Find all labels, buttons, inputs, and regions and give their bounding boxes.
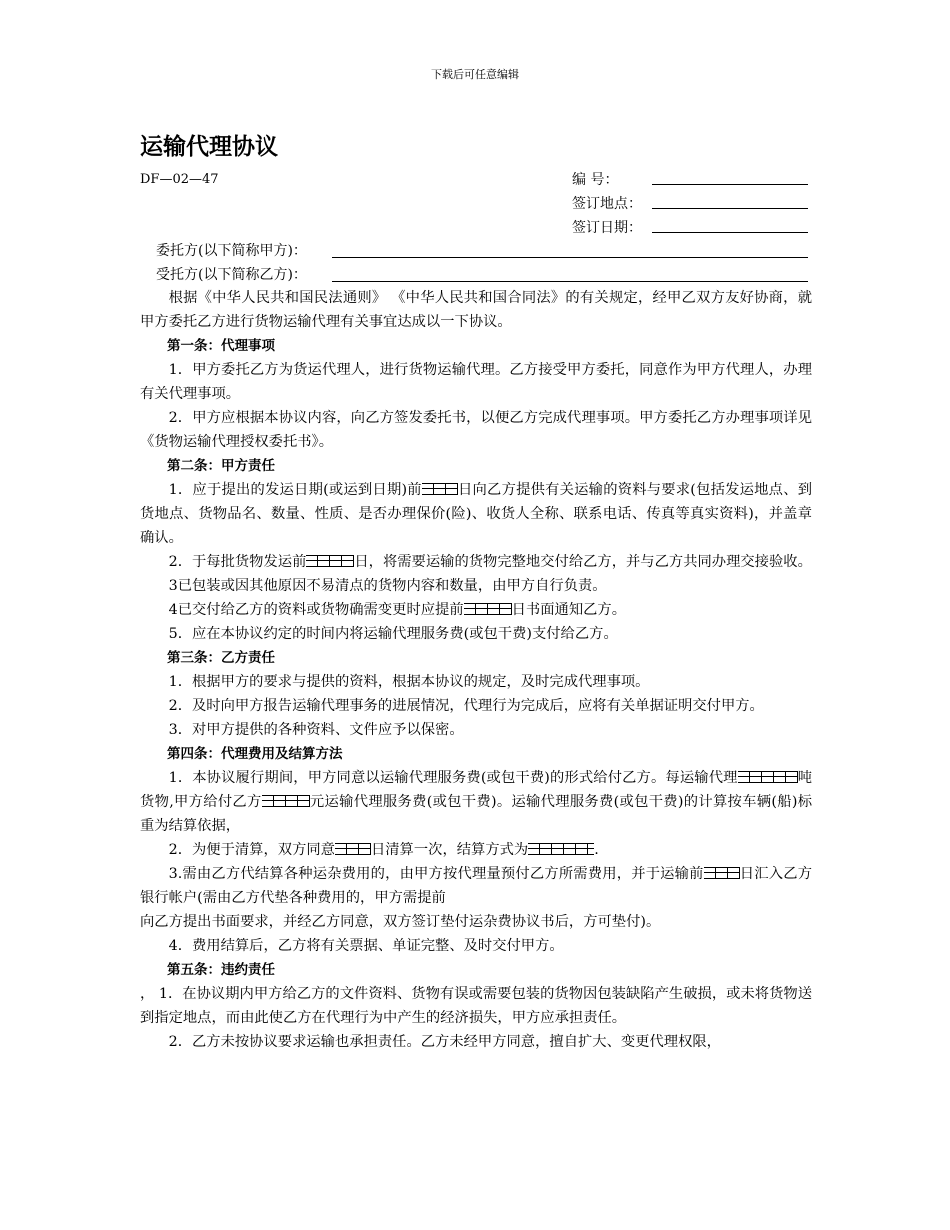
text-fragment: 4已交付给乙方的资料或货物确需变更时应提前 <box>168 602 464 618</box>
meta-number-row <box>572 170 652 190</box>
fill-in-blank[interactable] <box>464 603 512 615</box>
date-blank-line[interactable] <box>652 218 808 233</box>
party-a-label: 委托方(以下简称甲方)： <box>156 243 307 259</box>
meta-place-row <box>572 194 652 214</box>
fill-in-blank[interactable] <box>262 795 310 807</box>
section-5-item-1: ， 1．在协议期内甲方给乙方的文件资料、货物有误或需要包装的货物因包装缺陷产生破损，或未将货物送到指定地点，而由此使乙方在代理行为中产生的经济损失，甲方应承担责任。 <box>140 986 812 1026</box>
section-1-heading: 第一条：代理事项 <box>167 338 275 354</box>
section-4-item-1 <box>140 766 812 838</box>
section-2-item-1 <box>140 478 812 550</box>
fill-in-blank[interactable] <box>738 771 798 783</box>
section-4-item-3 <box>140 862 812 910</box>
party-a-row <box>156 241 307 261</box>
section-2-heading: 第二条：甲方责任 <box>167 458 275 474</box>
section-4-heading: 第四条：代理费用及结算方法 <box>167 746 343 762</box>
section-4-item-3-continued: 向乙方提出书面要求，并经乙方同意，双方签订垫付运杂费协议书后，方可垫付)。 <box>140 914 661 930</box>
section-2-item-3: 3已包装或因其他原因不易清点的货物内容和数量，由甲方自行负责。 <box>168 578 607 594</box>
section-3-item-1: 1．根据甲方的要求与提供的资料，根据本协议的规定，及时完成代理事项。 <box>168 674 650 690</box>
section-2-item-2 <box>140 550 812 574</box>
section-5-item-2: 2．乙方未按协议要求运输也承担责任。乙方未经甲方同意，擅自扩大、变更代理权限， <box>168 1034 721 1050</box>
place-blank-line[interactable] <box>652 194 808 209</box>
intro-paragraph: 根据《中华人民共和国民法通则》 《中华人民共和国合同法》的有关规定，经甲乙双方友好协商，就甲方委托乙方进行货物运输代理有关事宜达成以一下协议。 <box>140 290 812 330</box>
text-fragment: 2．为便于清算，双方同意 <box>168 842 335 858</box>
text-fragment: 3.需由乙方代结算各种运杂费用的，由甲方按代理量预付乙方所需费用，并于运输前 <box>168 866 704 882</box>
text-fragment: 日汇入乙方银行帐户(需由乙方代垫各种费用的，甲方需提前 <box>140 866 812 906</box>
section-5-heading: 第五条：违约责任 <box>167 962 275 978</box>
section-1-item-2: 2．甲方应根据本协议内容，向乙方签发委托书，以便乙方完成代理事项。甲方委托乙方办理事项详见《货物运输代理授权委托书》。 <box>140 410 812 450</box>
section-4-item-4: 4．费用结算后，乙方将有关票据、单证完整、及时交付甲方。 <box>168 938 564 954</box>
agreement-body <box>140 286 812 1054</box>
number-label: 编 号： <box>572 172 619 188</box>
section-2-item-4 <box>140 598 812 622</box>
fill-in-blank[interactable] <box>528 843 594 855</box>
section-3-item-3: 3．对甲方提供的各种资料、文件应予以保密。 <box>168 722 464 738</box>
text-fragment: 日，将需要运输的货物完整地交付给乙方，并与乙方共同办理交接验收。 <box>354 554 812 570</box>
party-b-blank-line[interactable] <box>332 265 808 282</box>
document-number: DF—02—47 <box>140 172 219 187</box>
date-label: 签订日期： <box>572 220 642 236</box>
section-4-item-2 <box>140 838 812 862</box>
text-fragment: 日向乙方提供有关运输的资料与要求(包括发运地点、到货地点、货物品名、数量、性质、是否办理保价(险)、收货人全称、联系电话、传真等真实资料)，并盖章确认。 <box>140 482 813 546</box>
header-note: 下载后可任意编辑 <box>431 68 519 81</box>
place-label: 签订地点： <box>572 196 642 212</box>
text-fragment: 元运输代理服务费(或包干费)。运输代理服务费(或包干费)的计算按车辆(船)标重为结算依据， <box>140 794 812 834</box>
text-fragment: . <box>594 842 599 858</box>
party-a-blank-line[interactable] <box>332 241 808 258</box>
fill-in-blank[interactable] <box>335 843 371 855</box>
section-1-item-1: 1．甲方委托乙方为货运代理人，进行货物运输代理。乙方接受甲方委托，同意作为甲方代理人，办理有关代理事项。 <box>140 362 812 402</box>
text-fragment: 1．应于提出的发运日期(或运到日期)前 <box>168 482 422 498</box>
party-b-row <box>156 265 307 285</box>
fill-in-blank[interactable] <box>704 867 740 879</box>
fill-in-blank[interactable] <box>422 483 458 495</box>
text-fragment: 日书面通知乙方。 <box>511 602 627 618</box>
party-b-label: 受托方(以下简称乙方)： <box>156 267 307 283</box>
text-fragment: 2．于每批货物发运前 <box>168 554 307 570</box>
text-fragment: 1．本协议履行期间，甲方同意以运输代理服务费(或包干费)的形式给付乙方。每运输代理 <box>168 770 738 786</box>
document-title: 运输代理协议 <box>140 134 278 160</box>
text-fragment: 吨货物,甲方给付乙方 <box>140 770 813 810</box>
meta-date-row <box>572 218 652 238</box>
number-blank-line[interactable] <box>652 170 808 185</box>
section-3-item-2: 2．及时向甲方报告运输代理事务的进展情况，代理行为完成后，应将有关单据证明交付甲方。 <box>168 698 764 714</box>
section-2-item-5: 5．应在本协议约定的时间内将运输代理服务费(或包干费)支付给乙方。 <box>168 626 618 642</box>
text-fragment: 日清算一次，结算方式为 <box>370 842 529 858</box>
fill-in-blank[interactable] <box>306 555 354 567</box>
section-3-heading: 第三条：乙方责任 <box>167 650 275 666</box>
